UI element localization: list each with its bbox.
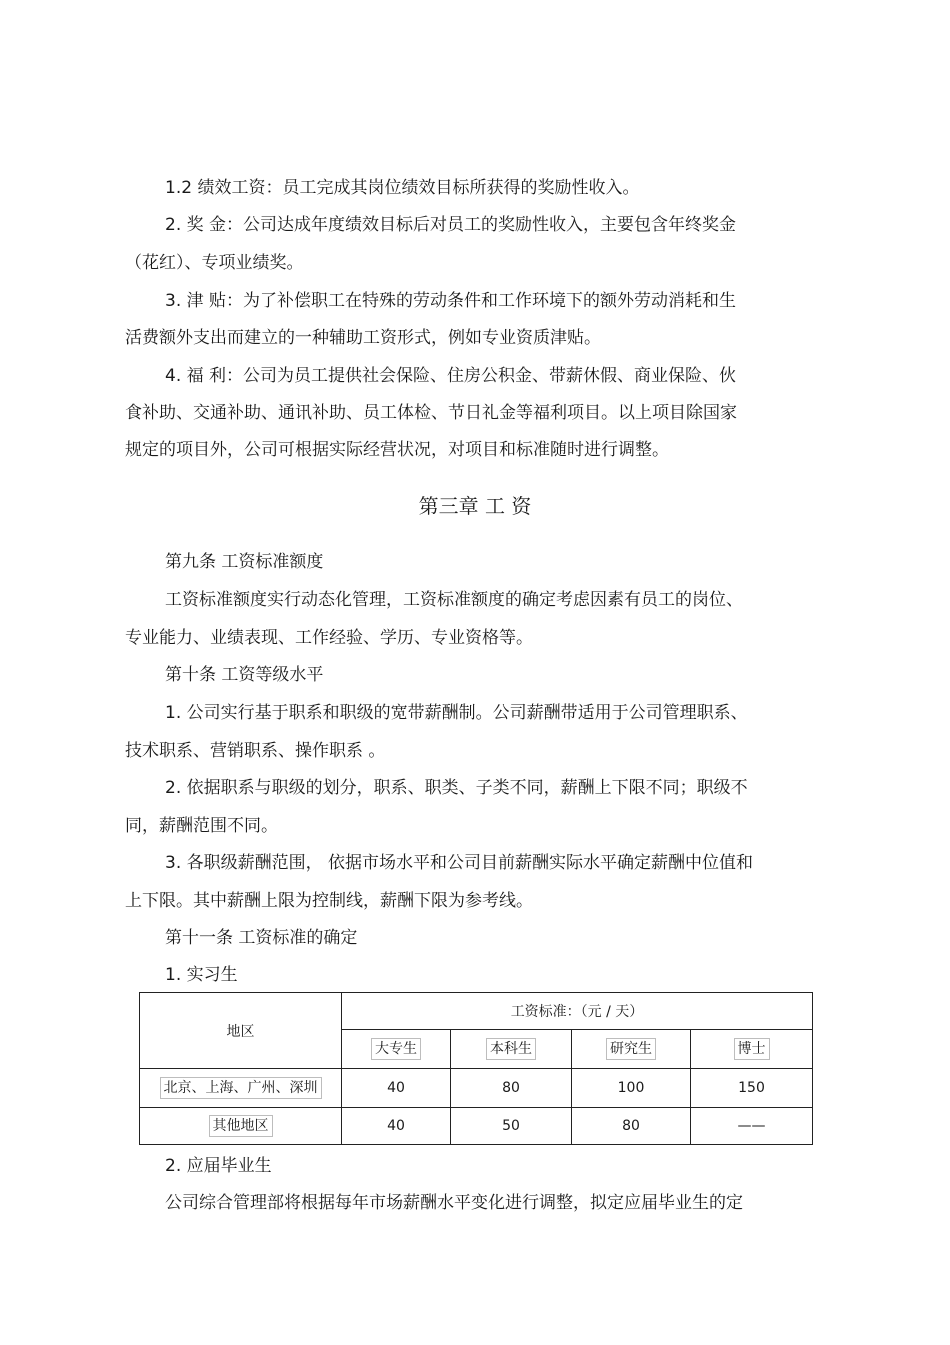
table-cell-region: 北京、上海、广州、深圳 <box>160 1077 322 1099</box>
table-header-doctor: 博士 <box>734 1038 770 1060</box>
table-cell: 80 <box>451 1069 572 1108</box>
article-11-item-intern: 1. 实习生 <box>165 965 238 985</box>
paragraph-welfare: 4. 福 利：公司为员工提供社会保险、住房公积金、带薪休假、商业保险、伙 <box>165 366 737 386</box>
article-11-heading: 第十一条 工资标准的确定 <box>165 928 358 948</box>
table-row <box>140 1108 813 1145</box>
table-header-associate: 大专生 <box>371 1038 421 1060</box>
paragraph-allowance: 3. 津 贴：为了补偿职工在特殊的劳动条件和工作环境下的额外劳动消耗和生 <box>165 291 737 311</box>
article-10-item-1: 1. 公司实行基于职系和职级的宽带薪酬制。公司薪酬带适用于公司管理职系、 <box>165 703 748 723</box>
table-cell-region: 其他地区 <box>209 1115 273 1137</box>
table-cell: 150 <box>691 1069 813 1108</box>
table-cell: 50 <box>451 1108 572 1145</box>
table-cell: 80 <box>572 1108 691 1145</box>
article-10-item-3: 3. 各职级薪酬范围， 依据市场水平和公司目前薪酬实际水平确定薪酬中位值和 <box>165 853 754 873</box>
table-cell: 100 <box>572 1069 691 1108</box>
paragraph-bonus: 2. 奖 金：公司达成年度绩效目标后对员工的奖励性收入，主要包含年终奖金 <box>165 215 737 235</box>
article-10-item-2: 2. 依据职系与职级的划分，职系、职类、子类不同，薪酬上下限不同；职级不 <box>165 778 748 798</box>
paragraph-bonus-cont: （花红）、专项业绩奖。 <box>125 253 304 273</box>
article-9-heading: 第九条 工资标准额度 <box>165 552 324 572</box>
table-header-region: 地区 <box>140 993 342 1069</box>
paragraph-welfare-cont-1: 食补助、交通补助、通讯补助、员工体检、节日礼金等福利项目。以上项目除国家 <box>125 403 737 423</box>
table-header-bachelor: 本科生 <box>486 1038 536 1060</box>
table-cell: 40 <box>342 1069 451 1108</box>
table-row <box>140 1069 813 1108</box>
article-9-text: 工资标准额度实行动态化管理，工资标准额度的确定考虑因素有员工的岗位、 <box>165 590 743 610</box>
paragraph-welfare-cont-2: 规定的项目外，公司可根据实际经营状况，对项目和标准随时进行调整。 <box>125 440 669 460</box>
article-10-item-1-cont: 技术职系、营销职系、操作职系 。 <box>125 741 386 761</box>
article-10-item-2-cont: 同，薪酬范围不同。 <box>125 816 278 836</box>
article-10-item-3-cont: 上下限。其中薪酬上限为控制线，薪酬下限为参考线。 <box>125 891 533 911</box>
article-10-heading: 第十条 工资等级水平 <box>165 665 324 685</box>
paragraph-allowance-cont: 活费额外支出而建立的一种辅助工资形式，例如专业资质津贴。 <box>125 328 601 348</box>
table-header-standard: 工资标准：（元 / 天） <box>342 993 813 1030</box>
table-cell: 40 <box>342 1108 451 1145</box>
paragraph-performance-pay: 1.2 绩效工资：员工完成其岗位绩效目标所获得的奖励性收入。 <box>165 178 640 198</box>
article-9-text-cont: 专业能力、业绩表现、工作经验、学历、专业资格等。 <box>125 628 533 648</box>
intern-salary-table <box>139 992 813 1145</box>
article-11-item-graduate: 2. 应届毕业生 <box>165 1156 272 1176</box>
table-header-master: 研究生 <box>606 1038 656 1060</box>
table-cell: —— <box>691 1108 813 1145</box>
graduate-text: 公司综合管理部将根据每年市场薪酬水平变化进行调整，拟定应届毕业生的定 <box>165 1193 743 1213</box>
chapter-title: 第三章 工 资 <box>418 494 532 518</box>
